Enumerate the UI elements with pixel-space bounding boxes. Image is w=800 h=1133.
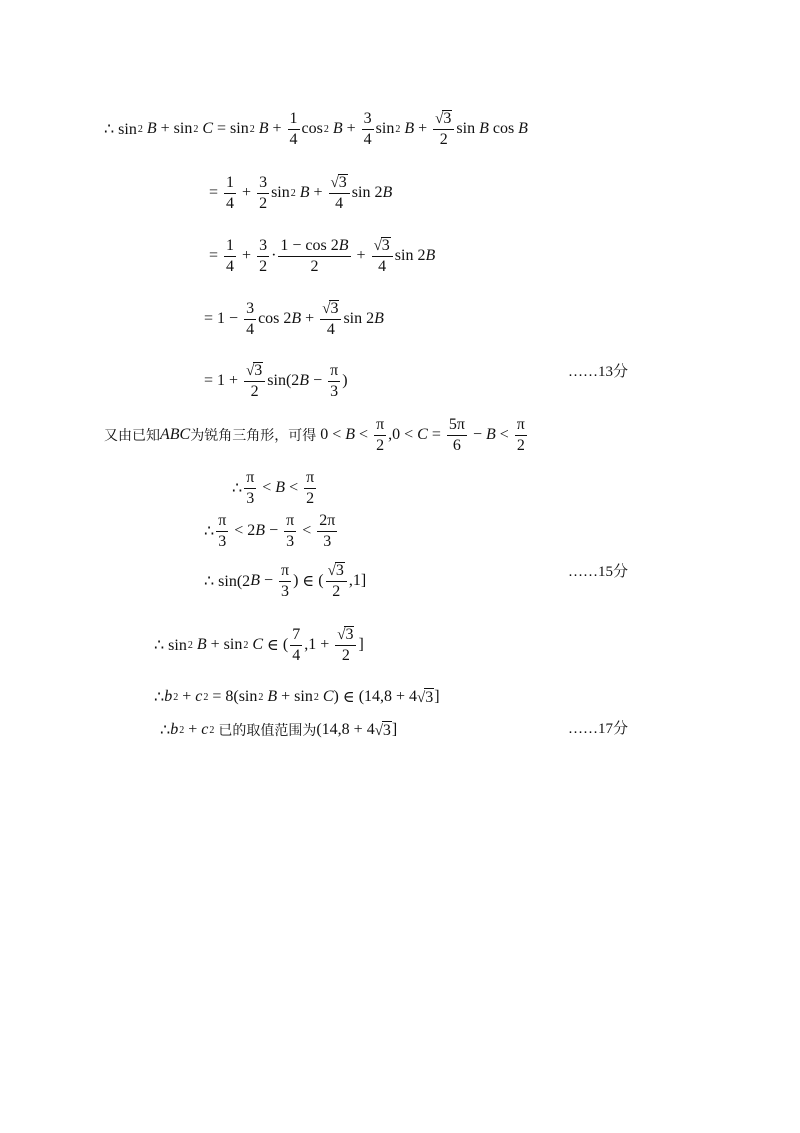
score-13: ……13分 [568, 364, 629, 380]
equation-line-3: = $\frac{1}{4}$ + $\frac{3}{2}$ · $\frac{1 - \cos 2B}{2}$ + √ 3 4 sin 2 B [209, 236, 436, 275]
range-text: 已的取值范围为 [218, 723, 317, 739]
triangle-name: ABC [160, 426, 191, 443]
equation-line-12: ∴ b 2 + c 2 已的取值范围为 (14,8 + 4 √ 3 ] [160, 721, 398, 739]
score-17: ……17分 [568, 721, 629, 737]
equation-line-2: = $\frac{1}{4}$ + $\frac{3}{2}$ sin 2 B + √ 3 4 sin 2 B [209, 173, 393, 212]
equation-line-7: ∴ $\frac{\pi}{3}$ < B < $\frac{\pi}{2}$ [232, 468, 315, 507]
acute-text-tail: 为锐角三角形，可得 [190, 428, 317, 444]
equation-line-4: = 1 − $\frac{3}{4}$ cos 2 B + √ 3 4 sin 2 B [204, 299, 384, 338]
equation-line-9: ∴ sin(2 B − $\frac{\pi}{3}$ ) ∈ ( √ 3 2 ,1] [204, 561, 367, 600]
acute-triangle-line: 又由已知 ABC 为锐角三角形，可得 0 < B < $\frac{\pi}{2}$ ,0 < C = $\frac{5\pi}{6}$ − B < $\frac{\pi}{2}$ [104, 415, 525, 454]
equation-line-8: ∴ $\frac{\pi}{3}$ < 2 B − $\frac{\pi}{3}$ < $\frac{2\pi}{3}$ [204, 511, 336, 550]
equation-line-1: ∴ sin 2 B + sin 2 C = sin 2 B + $\frac{1}{4}$ cos 2 B + $\frac{3}{4}$ sin 2 B + √ 3 2 sin B cos B [104, 109, 528, 148]
equation-line-10: ∴ sin 2 B + sin 2 C ∈ ( $\frac{7}{4}$ ,1 + √ 3 2 ] [154, 625, 364, 664]
equation-line-5: = 1 + √ 3 2 sin(2 B − $\frac{\pi}{3}$ ) [204, 361, 348, 400]
equation-line-11: ∴ b 2 + c 2 = 8(sin 2 B + sin 2 C ) ∈ (14,8 + 4 √ 3 ] [154, 688, 440, 706]
score-15: ……15分 [568, 564, 629, 580]
acute-text-prefix: 又由已知 [104, 428, 160, 444]
